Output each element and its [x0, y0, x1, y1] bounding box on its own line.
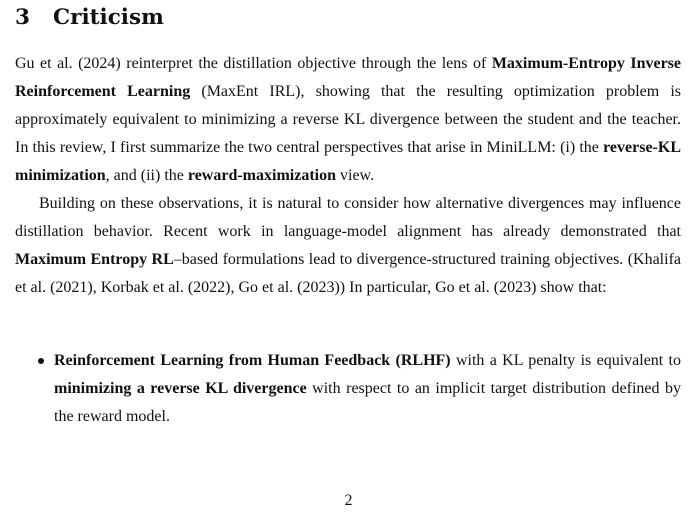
- term-reverse-kl: reverse-KL minimization: [15, 139, 681, 184]
- section-title: Criticism: [53, 5, 164, 30]
- section-heading: [15, 4, 164, 32]
- paragraph-text: –based formulations lead to divergence-structured training objectives. (Khalifa et al. (2021), Korbak et al. (2022), Go et al. (2023)) In particular, Go et al. (2023) show that:: [15, 251, 682, 296]
- section-number: 3: [15, 5, 30, 30]
- bullet-plain-text: with respect to an implicit target distribution defined by the reward model.: [54, 380, 682, 425]
- term-maxent-irl: Maximum-Entropy Inverse Reinforcement Learning: [15, 55, 681, 100]
- paragraph-text: (MaxEnt IRL), showing that the resulting optimization problem is approximately equivalent to minimizing a reverse KL divergence between the student and the teacher. In this review, I first summarize the two central perspectives that arise in MiniLLM: (i) the: [15, 83, 681, 156]
- bullet-icon: [38, 358, 44, 364]
- paragraph-text: Gu et al. (2024) reinterpret the distillation objective through the lens of: [15, 55, 492, 72]
- paragraph-text: view.: [336, 167, 375, 184]
- page-number: 2: [344, 492, 353, 509]
- bullet-text: [54, 347, 681, 431]
- paragraph-text: , and (ii) the: [105, 167, 188, 184]
- paragraph-alternatives: [15, 190, 681, 302]
- term-rlhf: Reinforcement Learning from Human Feedback (RLHF): [54, 352, 451, 369]
- paragraph-text: Building on these observations, it is natural to consider how alternative divergences may influence distillation behavior. Recent work in language-model alignment has already demonstrated that: [15, 195, 681, 240]
- term-min-reverse-kl: minimizing a reverse KL divergence: [54, 380, 307, 397]
- paragraph-intro: [15, 50, 681, 190]
- bullet-plain-text: with a KL penalty is equivalent to: [450, 352, 682, 369]
- term-maxent-rl: Maximum Entropy RL: [15, 251, 174, 268]
- term-reward-maximization: reward-maximization: [187, 167, 336, 184]
